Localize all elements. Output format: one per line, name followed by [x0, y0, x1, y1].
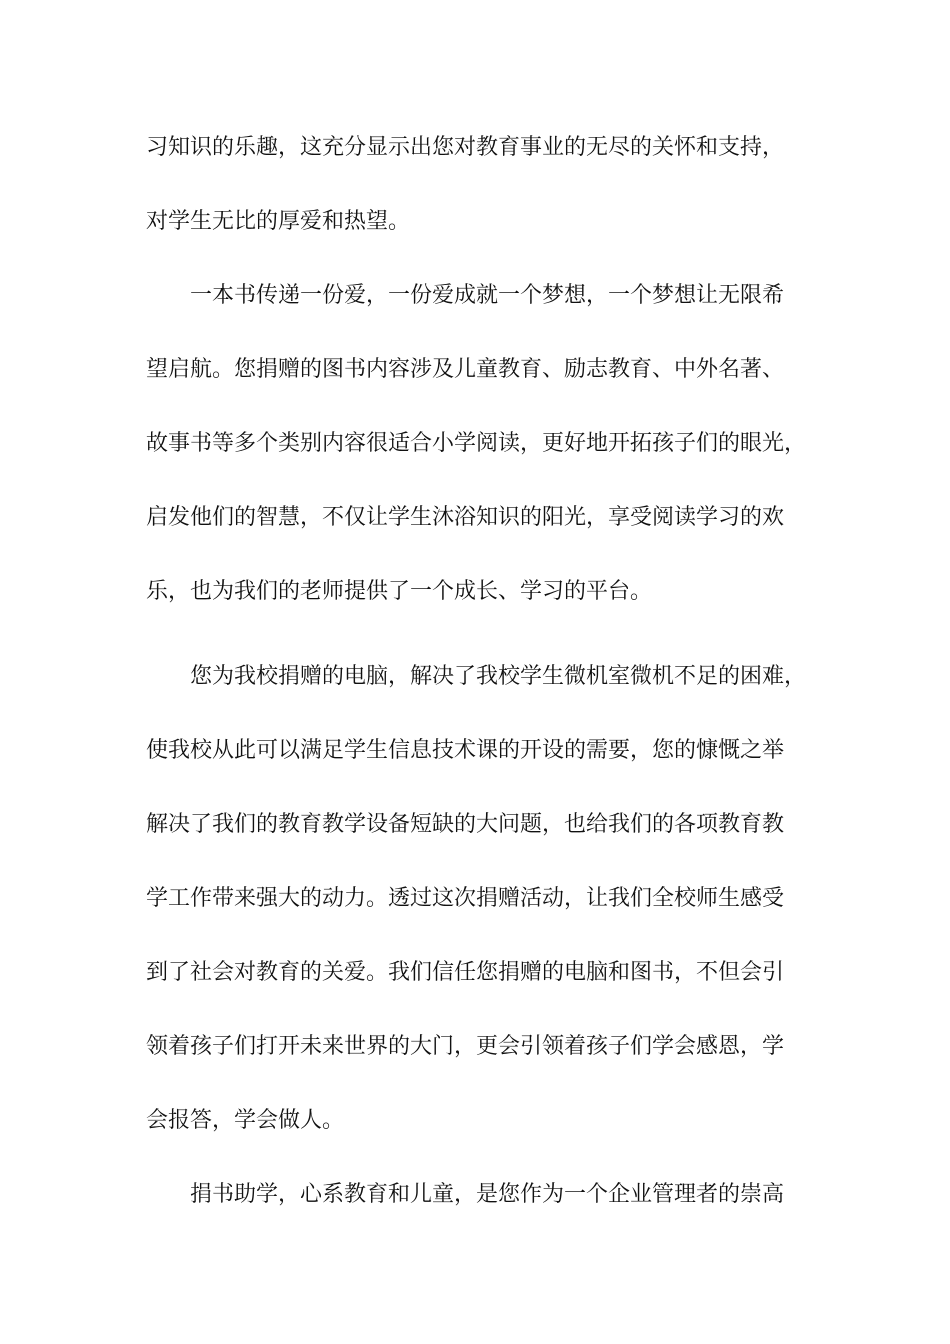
- text-line: 望启航。您捐赠的图书内容涉及儿童教育、励志教育、中外名著、: [146, 357, 785, 382]
- paragraph-start-line: 一本书传递一份爱，一份爱成就一个梦想，一个梦想让无限希: [190, 283, 785, 308]
- text-line: 使我校从此可以满足学生信息技术课的开设的需要，您的慷慨之举: [146, 738, 785, 763]
- text-line: 解决了我们的教育教学设备短缺的大问题，也给我们的各项教育教: [146, 812, 785, 837]
- text-line: 乐，也为我们的老师提供了一个成长、学习的平台。: [146, 579, 653, 604]
- text-line: 对学生无比的厚爱和热望。: [146, 209, 411, 234]
- text-line: 故事书等多个类别内容很适合小学阅读，更好地开拓孩子们的眼光，: [146, 431, 807, 456]
- text-line: 领着孩子们打开未来世界的大门，更会引领着孩子们学会感恩，学: [146, 1034, 785, 1059]
- text-line: 习知识的乐趣，这充分显示出您对教育事业的无尽的关怀和支持，: [146, 135, 785, 160]
- text-line: 学工作带来强大的动力。透过这次捐赠活动，让我们全校师生感受: [146, 886, 785, 911]
- text-line: 会报答，学会做人。: [146, 1108, 345, 1133]
- text-line: 启发他们的智慧，不仅让学生沐浴知识的阳光，享受阅读学习的欢: [146, 505, 785, 530]
- text-line: 到了社会对教育的关爱。我们信任您捐赠的电脑和图书，不但会引: [146, 960, 785, 985]
- paragraph-start-line: 捐书助学，心系教育和儿童，是您作为一个企业管理者的崇高: [190, 1182, 785, 1207]
- paragraph-start-line: 您为我校捐赠的电脑，解决了我校学生微机室微机不足的困难，: [190, 664, 807, 689]
